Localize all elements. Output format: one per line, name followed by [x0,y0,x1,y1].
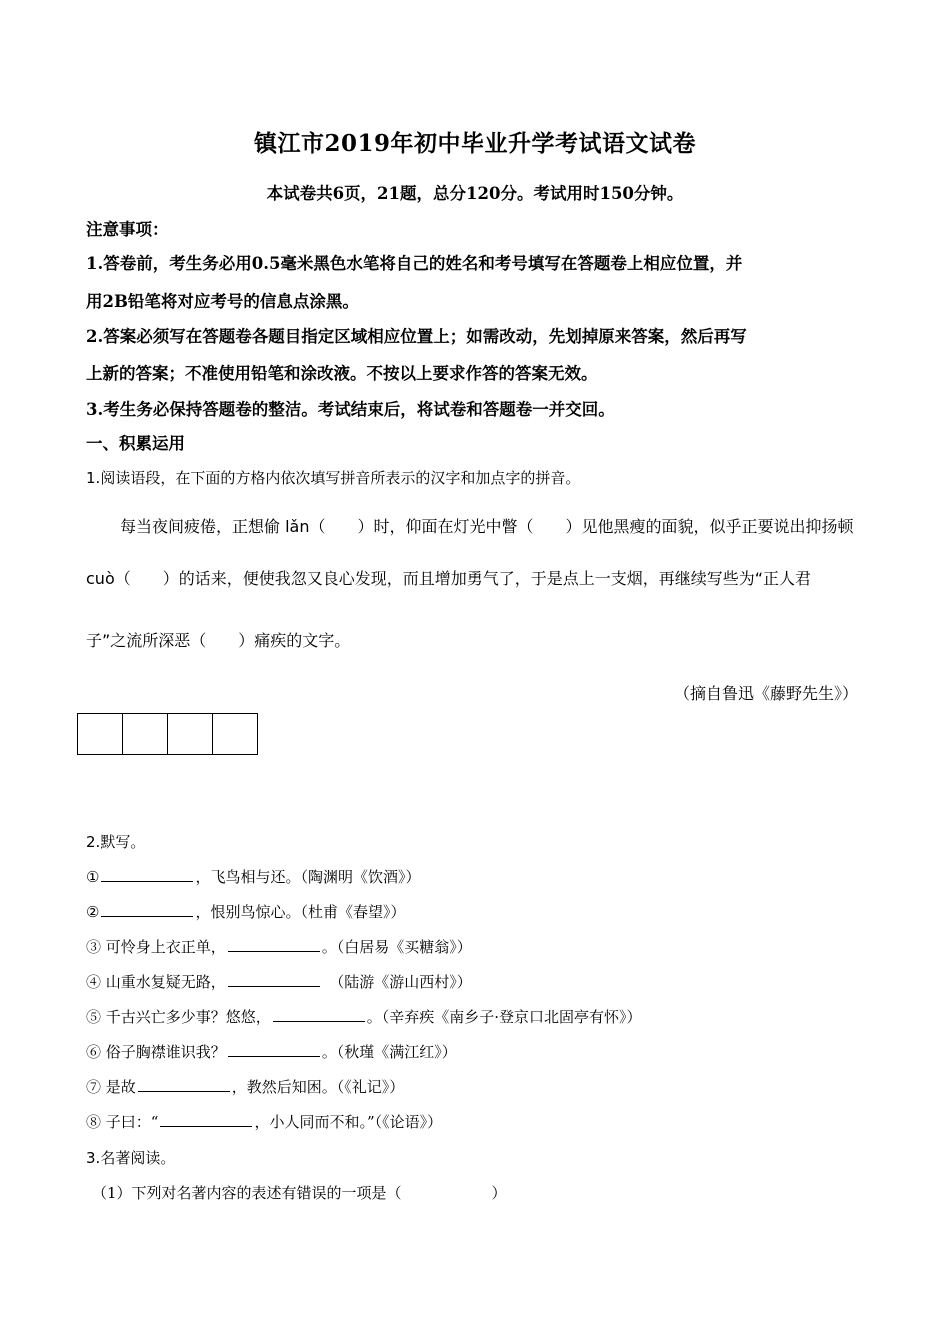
fill-blank[interactable] [228,972,320,987]
dictation-item: ⑦ 是故 ，教然后知困。（《礼记》） [86,1078,405,1096]
notice-line-1b: 用2B铅笔将对应考号的信息点涂黑。 [86,292,359,311]
passage-source: （摘自鲁迅《藤野先生》） [673,684,858,703]
fill-blank[interactable] [101,867,193,882]
passage-line-3: 子”之流所深恶（ ）痛疾的文字。 [86,631,351,650]
question-text: 默写。 [100,833,146,851]
notice-line-3: 3.考生务必保持答题卷的整洁。考试结束后，将试卷和答题卷一并交回。 [86,400,615,419]
question-number: 3. [86,1149,101,1167]
section-heading: 一、积累运用 [86,434,185,453]
notice-line-1a: 1.答卷前，考生务必用0.5毫米黑色水笔将自己的姓名和考号填写在答题卷上相应位置，并 [86,254,743,273]
notice-line-2a: 2.答案必须写在答题卷各题目指定区域相应位置上；如需改动，先划掉原来答案，然后再写 [86,327,747,346]
answer-grid [77,713,258,755]
fill-blank[interactable] [138,1077,230,1092]
dictation-item: ④ 山重水复疑无路， （陆游《游山西村》） [86,973,472,991]
passage-line-1: 每当夜间疲倦，正想偷 lǎn（ ）时，仰面在灯光中瞥（ ）见他黑瘦的面貌，似乎正要说出抑扬顿 [120,517,854,536]
dictation-item: ⑤ 千古兴亡多少事？悠悠， 。（辛弃疾《南乡子·登京口北固亭有怀》） [86,1008,642,1026]
answer-cell[interactable] [168,714,213,754]
question-3-sub-1: （1）下列对名著内容的表述有错误的一项是（ ） [92,1184,507,1202]
dictation-item: ⑥ 俗子胸襟谁识我？ 。（秋瑾《满江红》） [86,1043,457,1061]
notice-heading: 注意事项： [86,220,169,239]
question-number: 2. [86,833,101,851]
answer-cell[interactable] [213,714,257,754]
question-number: 1. [86,469,101,487]
notice-line-2b: 上新的答案；不准使用铅笔和涂改液。不按以上要求作答的答案无效。 [86,364,598,383]
answer-cell[interactable] [78,714,123,754]
fill-blank[interactable] [273,1007,365,1022]
passage-line-2: cuò（ ）的话来，便使我忽又良心发现，而且增加勇气了，于是点上一支烟，再继续写些为“正人君 [86,569,812,588]
question-2-prompt [86,831,145,852]
answer-cell[interactable] [123,714,168,754]
fill-blank[interactable] [160,1112,252,1127]
dictation-item: ⑧ 子曰：“ ，小人同而不和。”（《论语》） [86,1113,443,1131]
question-text: 阅读语段，在下面的方格内依次填写拼音所表示的汉字和加点字的拼音。 [100,469,581,487]
dictation-item: ③ 可怜身上衣正单， 。（白居易《买糖翁》） [86,938,472,956]
fill-blank[interactable] [101,902,193,917]
fill-blank[interactable] [228,937,320,952]
dictation-item: ① ，飞鸟相与还。（陶渊明《饮酒》） [86,868,421,886]
question-1-prompt [86,467,580,488]
question-3-prompt [86,1147,175,1168]
exam-title: 镇江市2019年初中毕业升学考试语文试卷 [253,130,696,157]
dictation-item: ② ，恨别鸟惊心。（杜甫《春望》） [86,903,406,921]
exam-subtitle: 本试卷共6页，21题，总分120分。考试用时150分钟。 [266,184,684,203]
fill-blank[interactable] [228,1042,320,1057]
question-text: 名著阅读。 [100,1149,176,1167]
